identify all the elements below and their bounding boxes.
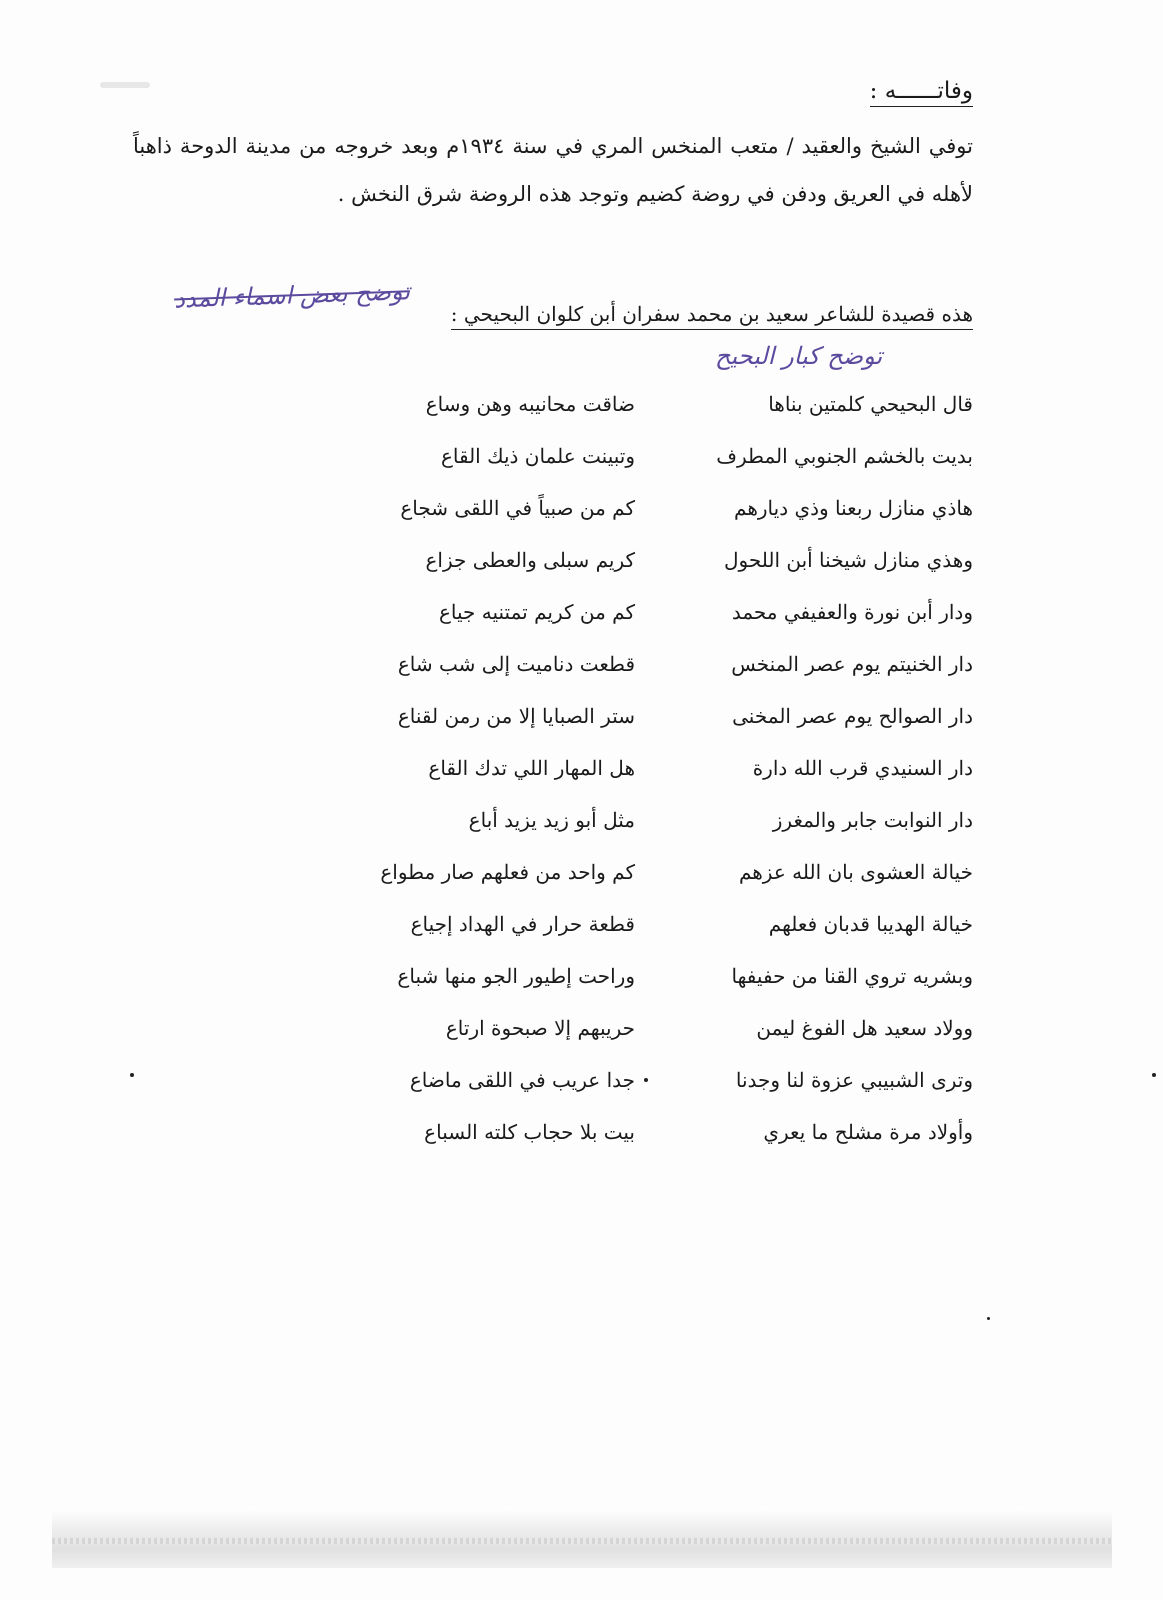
verse-first-hemistich: وولاد سعيد هل الفوغ ليمن (756, 1016, 973, 1040)
verse-row (0, 1016, 1163, 1068)
scan-smudge (100, 82, 150, 88)
handwritten-note-2: توضح كبار البحيح (715, 342, 883, 370)
scan-speck (1152, 1073, 1156, 1077)
verse-first-hemistich: خيالة العشوى بان الله عزهم (738, 860, 973, 884)
death-paragraph: توفي الشيخ والعقيد / متعب المنخس المري في سنة ١٩٣٤م وبعد خروجه من مدينة الدوحة ذاهباً لأهله في العريق ودفن في روضة كضيم وتوجد هذه الروضة شرق النخش . (133, 134, 973, 206)
verse-first-hemistich: وهذي منازل شيخنا أبن اللحول (723, 548, 973, 572)
verse-row (0, 548, 1163, 600)
verse-first-hemistich: خيالة الهديبا قدبان فعلهم (768, 912, 973, 936)
verse-second-hemistich: بيت بلا حجاب كلته السباع (424, 1120, 635, 1144)
verse-second-hemistich: مثل أبو زيد يزيد أباع (468, 808, 635, 832)
verse-second-hemistich: هل المهار اللي تدك القاع (428, 756, 635, 780)
verse-row (0, 392, 1163, 444)
verse-row (0, 964, 1163, 1016)
verse-row (0, 860, 1163, 912)
verse-second-hemistich: كريم سبلى والعطى جزاع (425, 548, 635, 572)
section-heading: وفاتــــــه : (870, 78, 973, 107)
verse-second-hemistich: كم واحد من فعلهم صار مطواع (380, 860, 635, 884)
scan-speck (644, 1078, 648, 1082)
verse-first-hemistich: دار النوابت جابر والمغرز (772, 808, 973, 832)
verse-second-hemistich: كم من صبياً في اللقى شجاع (400, 496, 635, 520)
verse-row (0, 704, 1163, 756)
verse-first-hemistich: دار الصوالح يوم عصر المخنى (732, 704, 973, 728)
verse-second-hemistich: جدا عريب في اللقى ماضاع (409, 1068, 635, 1092)
verse-second-hemistich: ستر الصبايا إلا من رمن لقناع (397, 704, 635, 728)
verse-row (0, 1120, 1163, 1172)
verse-row (0, 600, 1163, 652)
verse-row (0, 444, 1163, 496)
handwritten-note-1-text: توضح بعض اسماء المدد (173, 277, 411, 314)
verse-first-hemistich: وبشريه تروي القنا من حفيفها (731, 964, 973, 988)
verse-second-hemistich: قطعة حرار في الهداد إجياع (410, 912, 635, 936)
verse-second-hemistich: قطعت دناميت إلى شب شاع (397, 652, 635, 676)
verse-row (0, 652, 1163, 704)
verse-first-hemistich: دار السنيدي قرب الله دارة (752, 756, 973, 780)
verse-second-hemistich: كم من كريم تمتنيه جياع (438, 600, 635, 624)
verse-first-hemistich: هاذي منازل ربعنا وذي ديارهم (734, 496, 973, 520)
scan-edge-band (52, 1508, 1112, 1568)
verse-row (0, 808, 1163, 860)
verse-row (0, 756, 1163, 808)
verse-second-hemistich: حريبهم إلا صبحوة ارتاع (445, 1016, 635, 1040)
verse-first-hemistich: دار الخنيتم يوم عصر المنخس (731, 652, 973, 676)
verse-first-hemistich: بديت بالخشم الجنوبي المطرف (716, 444, 973, 468)
verse-second-hemistich: ضاقت محانيبه وهن وساع (425, 392, 635, 416)
verse-second-hemistich: وراحت إطيور الجو منها شباع (397, 964, 635, 988)
verse-first-hemistich: قال البحيحي كلمتين بناها (768, 392, 973, 416)
verse-row (0, 1068, 1163, 1120)
verse-first-hemistich: وأولاد مرة مشلح ما يعري (763, 1120, 973, 1144)
verse-first-hemistich: وترى الشبيبي عزوة لنا وجدنا (735, 1068, 973, 1092)
verse-row (0, 496, 1163, 548)
handwritten-note-1 (80, 277, 411, 316)
verse-row (0, 912, 1163, 964)
verse-second-hemistich: وتبينت علمان ذيك القاع (440, 444, 635, 468)
verse-first-hemistich: ودار أبن نورة والعفيفي محمد (731, 600, 973, 624)
poem-intro-line: هذه قصيدة للشاعر سعيد بن محمد سفران أبن كلوان البحيحي : (451, 302, 973, 330)
scan-speck (130, 1073, 134, 1077)
scan-speck (987, 1317, 990, 1320)
